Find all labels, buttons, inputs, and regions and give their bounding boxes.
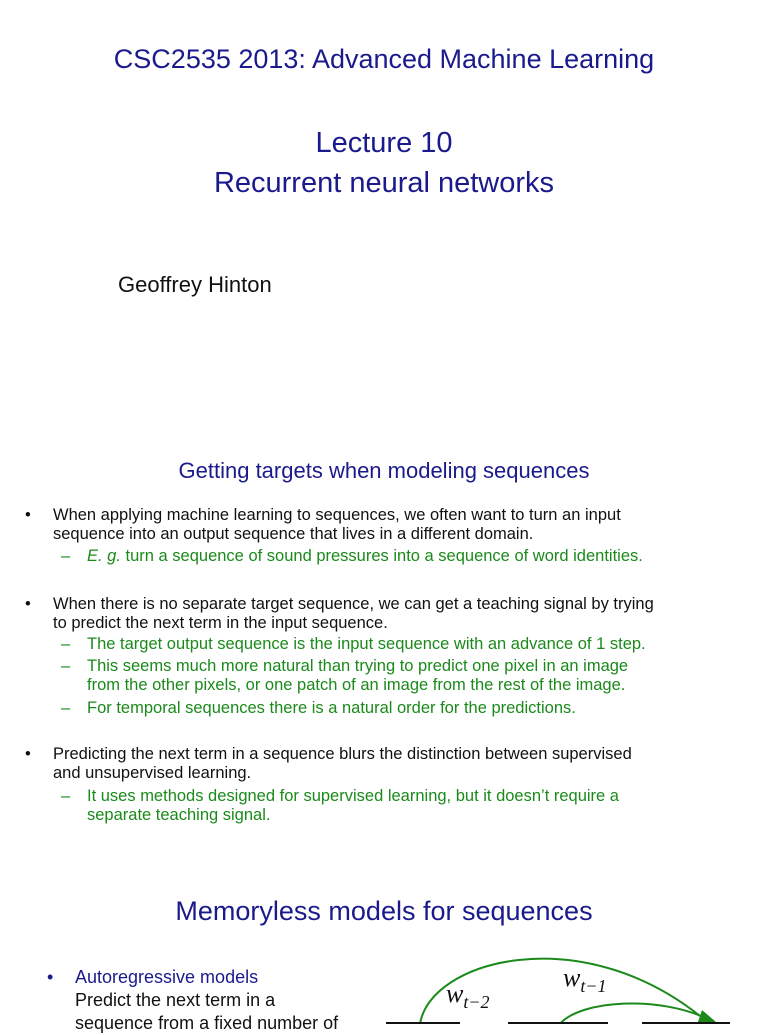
slide3-bullet-label: Autoregressive models [75,967,259,987]
bullet-marker: • [47,967,54,987]
dash-marker: – [61,547,71,565]
autoregressive-diagram [380,940,768,1024]
slide2-title: Getting targets when modeling sequences [178,458,590,483]
bullet-3-sub-1-line-1: It uses methods designed for supervised learning, but it doesn’t require a [87,787,619,805]
lecture-subtitle: Recurrent neural networks [213,167,555,199]
bullet-marker: • [25,506,31,524]
slide3-bullet-line-1: Predict the next term in a [75,990,276,1010]
lecture-number: Lecture 10 [315,127,453,159]
bullet-3-line-1: Predicting the next term in a sequence blurs the distinction between supervised [53,745,632,763]
dash-marker: – [61,787,71,805]
bullet-1-line-1: When applying machine learning to sequences, we often want to turn an input [53,506,621,524]
slide3-bullet [47,966,395,1035]
course-title: CSC2535 2013: Advanced Machine Learning [113,44,655,74]
bullet-marker: • [25,595,31,613]
label-w-t-minus-2: $w_{t-2}$ [446,979,490,1012]
bullet-3-sub-1-line-2: separate teaching signal. [87,806,271,824]
dash-marker: – [61,657,71,675]
bullet-2 [25,595,758,633]
slide3-title: Memoryless models for sequences [175,896,593,926]
bullet-3-line-2: and unsupervised learning. [53,764,252,782]
author-name: Geoffrey Hinton [118,272,272,297]
bullet-2-sub-2-line-1: This seems much more natural than trying to predict one pixel in an image [87,657,629,675]
arrowhead [698,1010,716,1022]
bullet-1-line-2: sequence into an output sequence that lives in a different domain. [53,525,534,543]
bullet-1 [25,506,753,544]
bullet-2-sub-1-text: The target output sequence is the input sequence with an advance of 1 step. [87,635,646,653]
bullet-3-sub-1 [61,787,757,825]
bullet-1-sub-1-text: turn a sequence of sound pressures into a sequence of word identities. [120,547,643,565]
bullet-1-sub-1-italic: E. g. [87,547,121,565]
dash-marker: – [61,699,71,717]
bullet-2-line-2: to predict the next term in the input sequence. [53,614,388,632]
bullet-2-sub-1 [61,635,757,654]
bullet-2-line-1: When there is no separate target sequence, we can get a teaching signal by trying [53,595,654,613]
label-w-t-minus-1: $w_{t-1}$ [563,963,607,996]
slide3-bullet-line-2: sequence from a fixed number of [75,1013,339,1033]
bullet-3 [25,745,758,783]
dash-marker: – [61,635,71,653]
bullet-2-sub-2-line-2: from the other pixels, or one patch of an image from the rest of the image. [87,676,626,694]
bullet-1-sub-1 [61,547,757,566]
bullet-2-sub-3 [61,699,757,718]
bullet-2-sub-2 [61,657,757,695]
bullet-2-sub-3-text: For temporal sequences there is a natural order for the predictions. [87,699,576,717]
bullet-marker: • [25,745,31,763]
